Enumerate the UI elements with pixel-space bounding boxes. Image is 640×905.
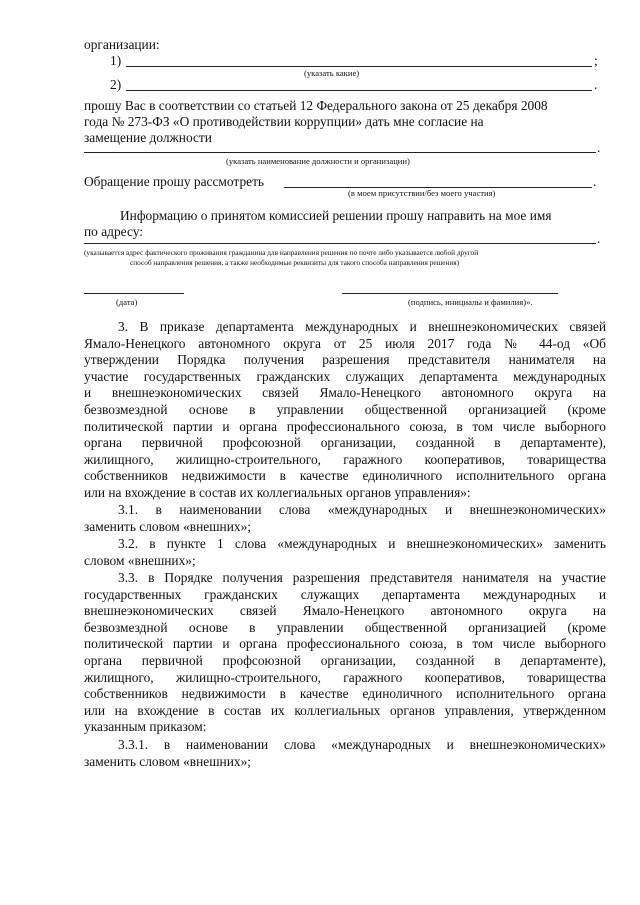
item-3-1-paragraph	[84, 502, 606, 535]
section-3-paragraph	[84, 319, 606, 502]
text-line: заменить словом «внешних»;	[84, 753, 251, 769]
caption-signature: (подпись, инициалы и фамилия)».	[408, 297, 533, 307]
consider-end: .	[593, 174, 597, 189]
text-line: жилищного, жилищно-строительного, гаражного кооперативов, товарищества	[84, 669, 606, 685]
signature-underline	[342, 293, 558, 294]
text-line: политической партии и органа профессионального союза, в том числе выборного	[84, 418, 606, 434]
caption-address-2: способ направления решения, а также необходимые реквизиты для такого способа направления решения)	[130, 258, 460, 267]
text-line: словом «внешних»;	[84, 552, 196, 568]
text-line: участие государственных гражданских служащих департамента международных	[84, 368, 606, 384]
text-line: 3. В приказе департамента международных и внешнеэкономических связей	[118, 319, 606, 334]
text-line: указанным приказом:	[84, 719, 207, 735]
info-line-1: Информацию о принятом комиссией решении прошу направить на мое имя	[120, 208, 552, 223]
request-line-2: года № 273-ФЗ «О противодействии коррупции» дать мне согласие на	[84, 114, 484, 129]
caption-date: (дата)	[116, 297, 138, 307]
text-line: или на вхождение в состав их коллегиальных органов управления»:	[84, 484, 471, 500]
text-line: государственных гражданских служащих департамента международных и	[84, 586, 606, 602]
text-line: и внешнеэкономических связей Ямало-Ненецкого автономного округа на	[84, 385, 606, 401]
info-line-2: по адресу:	[84, 224, 143, 239]
text-line: 3.2. в пункте 1 слова «международных и внешнеэкономических» заменить	[118, 536, 606, 551]
org-tail-text: организации:	[84, 37, 160, 52]
consider-label: Обращение прошу рассмотреть	[84, 174, 265, 189]
date-underline	[84, 293, 184, 294]
item-3-3-paragraph	[84, 570, 606, 736]
caption-address-1: (указывается адрес фактического проживания гражданина для направления решения по почте либо указывается любой другой	[84, 248, 479, 257]
text-line: безвозмездной основе в управлении общественной организацией (кроме	[84, 401, 606, 417]
item-3-2-paragraph	[84, 536, 606, 569]
text-line: заменить словом «внешних»;	[84, 518, 251, 534]
item1-end: ;	[594, 53, 598, 68]
text-line: 3.3.1. в наименовании слова «международных и внешнеэкономических»	[118, 737, 606, 752]
caption-consider: (в моем присутствии/без моего участия)	[348, 188, 496, 198]
position-end: .	[597, 140, 601, 155]
text-line: или на вхождение в состав их коллегиальных органов управления, утвержденном	[84, 702, 606, 718]
text-line: утверждении Порядка получения разрешения представителя нанимателя на	[84, 352, 606, 368]
item2-end: .	[594, 77, 598, 92]
address-end: .	[597, 231, 601, 246]
text-line: политической партии и органа профессионального союза, в том числе выборного	[84, 636, 606, 652]
item1-underline	[126, 66, 592, 67]
text-line: органа первичной профсоюзной организации, созданной в департаменте),	[84, 435, 606, 451]
text-line: органа первичной профсоюзной организации, созданной в департаменте),	[84, 652, 606, 668]
text-line: безвозмездной основе в управлении общественной организацией (кроме	[84, 619, 606, 635]
text-line: собственников недвижимости в качестве единоличного исполнительного органа	[84, 686, 606, 702]
text-line: жилищного, жилищно-строительного, гаражного кооперативов, товарищества	[84, 451, 606, 467]
item-3-3-1-paragraph	[84, 737, 606, 770]
request-line-3: замещение должности	[84, 130, 212, 145]
caption-position: (указать наименование должности и организации)	[226, 156, 410, 166]
text-line: 3.1. в наименовании слова «международных и внешнеэкономических»	[118, 502, 606, 517]
text-line: 3.3. в Порядке получения разрешения представителя нанимателя на участие	[118, 570, 606, 585]
text-line: собственников недвижимости в качестве единоличного исполнительного органа	[84, 468, 606, 484]
address-underline	[84, 243, 596, 244]
position-underline	[84, 152, 596, 153]
text-line: внешнеэкономических связей Ямало-Ненецкого автономного округа на	[84, 603, 606, 619]
caption-kakie: (указать какие)	[304, 68, 360, 78]
text-line: Ямало-Ненецкого автономного округа от 25 июля 2017 года № 44-од «Об	[84, 335, 606, 351]
item2-underline	[126, 90, 592, 91]
item1-number: 1)	[110, 53, 122, 68]
item2-number: 2)	[110, 77, 122, 92]
request-line-1: прошу Вас в соответствии со статьей 12 Федерального закона от 25 декабря 2008	[84, 98, 548, 113]
